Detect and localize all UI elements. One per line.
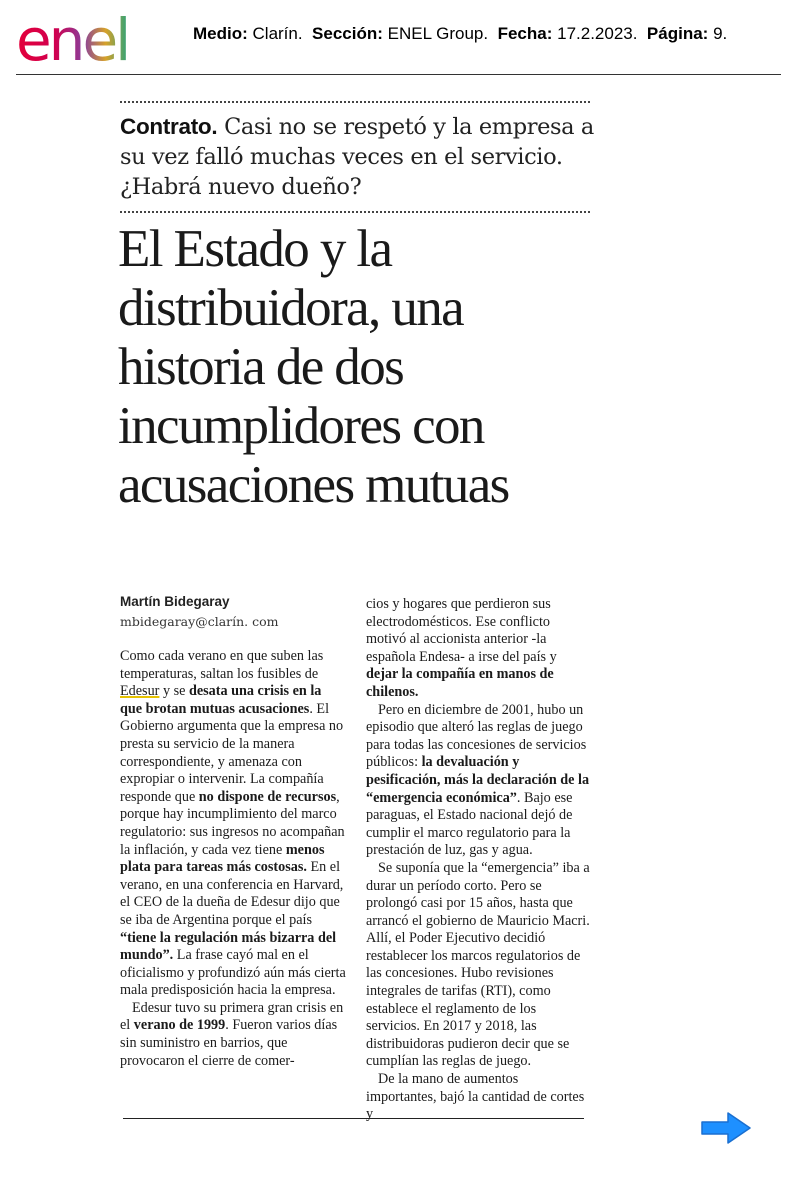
article-column-2: cios y hogares que perdieron sus electrodomésticos. Ese conflicto motivó al accionista anterior -la española Endesa- a irse del país y dejar la compañía en manos de chilenos. Pero en diciembre de 2001, hubo un episodio que alteró las reglas de juego para todas las concesiones de servicios públicos: la devaluación y pesificación, más la declaración de la “emergencia económica”. Bajo ese paraguas, el Estado nacional dejó de cumplir el marco regulatorio para la prestación de luz, gas y agua. Se suponía que la “emergencia” iba a durar un período corto. Pero se prolongó casi por 15 años, hasta que arrancó el gobierno de Mauricio Macri. Allí, el Poder Ejecutivo decidió restablecer los marcos regulatorios de las concesiones. Hubo revisiones integrales de tarifas (RTI), como establece el reglamento de los servicios. En 2017 y 2018, las distribuidoras pudieron decir que se cumplían las reglas de juego. De la mano de aumentos importantes, bajó la cantidad de cortes y [366, 596, 590, 1123]
header-divider [16, 74, 781, 75]
fecha-value: 17.2.2023. [557, 24, 638, 43]
arrow-right-icon[interactable] [700, 1110, 752, 1146]
medio-value: Clarín. [252, 24, 303, 43]
kicker-bottom-divider [120, 211, 590, 213]
svg-text:enel: enel [16, 12, 129, 68]
kicker-top-divider [120, 101, 590, 103]
enel-logo [16, 12, 172, 68]
headline-line: incumplidores con [118, 397, 484, 455]
document-metadata [193, 24, 727, 44]
article-column-1: Como cada verano en que suben las temperaturas, saltan los fusibles de Edesur y se desata una crisis en la que brotan mutuas acusaciones. El Gobierno argumenta que la empresa no presta su servicio de la manera correspondiente, y amenaza con expropiar o intervenir. La compañía responde que no dispone de recursos, porque hay incumplimiento del marco regulatorio: sus ingresos no acompañan la inflación, y cada vez tiene menos plata para tareas más costosas. En el verano, en una conferencia en Harvard, el CEO de la dueña de Edesur dijo que se iba de Argentina porque el país “tiene la regulación más bizarra del mundo”. La frase cayó mal en el oficialismo y profundizó aún más cierta mala predisposición hacia la empresa. Edesur tuvo su primera gran crisis en el verano de 1999. Fueron varios días sin suministro en barrios, que provocaron el cierre de comer- [120, 648, 346, 1069]
kicker-keyword: Contrato. [120, 114, 218, 139]
headline-line: historia de dos [118, 338, 404, 396]
article-kicker [120, 112, 595, 202]
article-headline [118, 220, 618, 515]
medio-label: Medio: [193, 24, 248, 43]
headline-line: distribuidora, una [118, 279, 464, 337]
seccion-label: Sección: [312, 24, 383, 43]
headline-line: El Estado y la [118, 220, 392, 278]
fecha-label: Fecha: [497, 24, 553, 43]
author-email: mbidegaray@clarín. com [120, 614, 279, 629]
pagina-value: 9. [713, 24, 728, 43]
author-name: Martín Bidegaray [120, 594, 230, 609]
footer-divider [123, 1118, 584, 1119]
pagina-label: Página: [646, 24, 709, 43]
headline-line: acusaciones mutuas [118, 456, 509, 514]
seccion-value: ENEL Group. [387, 24, 489, 43]
kicker-text: Casi no se respetó y la empresa a su vez falló muchas veces en el servicio. ¿Habrá nuevo dueño? [120, 114, 594, 200]
